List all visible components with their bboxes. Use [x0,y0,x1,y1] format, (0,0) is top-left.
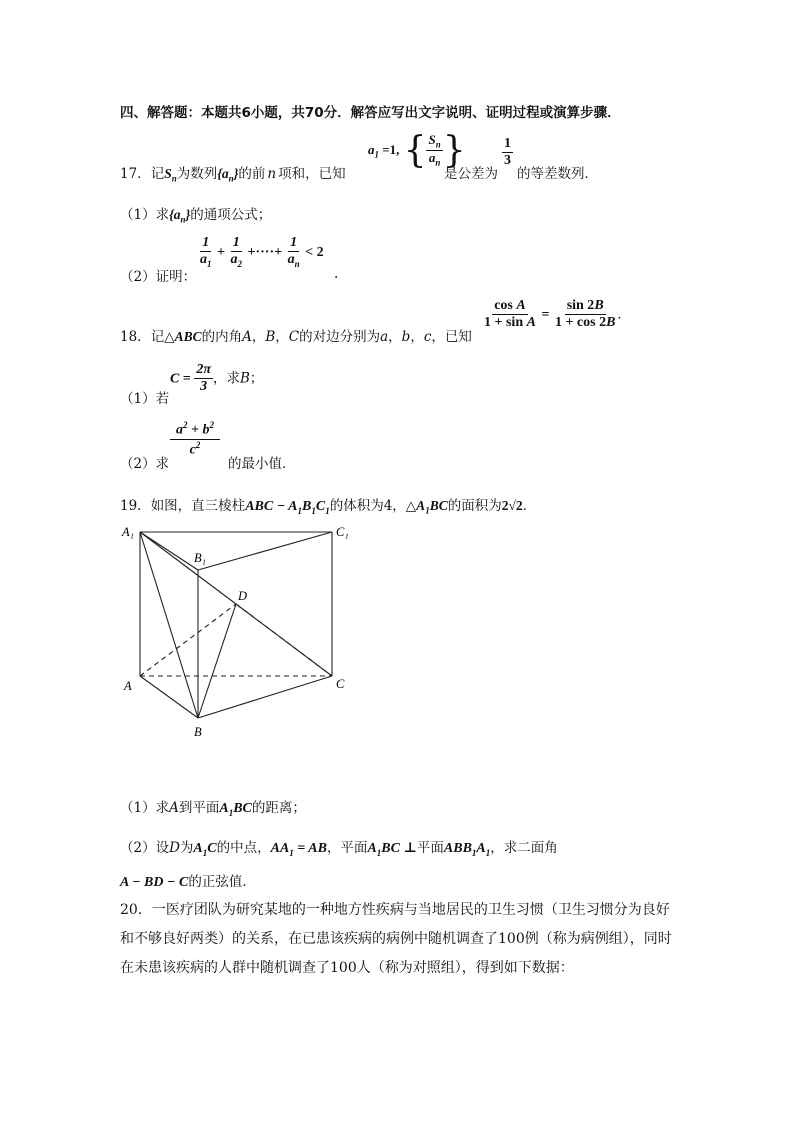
math-seq-an: $\{a_n\}$ [217,166,239,184]
math-Sn: $S_n$ [164,166,177,184]
q20-line3: 在未患该疾病的人群中随机调查了100人（称为对照组），得到如下数据： [120,960,574,976]
label-D: D [238,589,248,603]
q18-number: 18． [120,329,151,345]
label-B1: B₁ [194,551,206,565]
q17-number: 17． [120,166,151,182]
math-one-third: $\frac{1}{3}$ [504,136,511,169]
label-B: B [194,725,202,739]
q20-line1: 20．一医疗团队为研究某地的一种地方性疾病与当地居民的卫生习惯（卫生习惯分为良好 [120,902,670,918]
math-ratio: $\frac{a^2 + b^2}{c^2}$ [170,420,220,459]
q20-line2: 和不够良好两类）的关系，在已患该疾病的病例中随机调查了100例（称为病例组），同时 [120,931,672,947]
edge-A1B [140,532,198,718]
edge-A1B1 [140,532,198,570]
label-A: A [124,679,132,693]
math-given-equation: $\frac{\text{cos A}}{\text{1 + sin A}}$ = $\frac{\sin 2B}{1 + \cos 2B}$ ． [484,298,631,331]
edge-DB [198,604,236,718]
prism-figure [118,518,368,748]
q19-part2-cont: A − BD − C的正弦值． [120,874,256,890]
q18-part2: （2）求 [120,456,170,472]
q19-part1: （1）求A到平面$A_1BC$的距离； [120,800,306,818]
math-sum-inequality: $\frac{1}{a_1}$ + $\frac{1}{a_2}$ +····+ $\frac{1}{a_n}$ < 2 [200,235,324,269]
q19-number: 19． [120,498,151,514]
section-heading: 四、解答题：本题共6小题，共70分．解答应写出文字说明、证明过程或演算步骤． [120,105,621,121]
edge-BC [198,676,332,718]
q19-statement: 19．如图，直三棱柱ABC − $A_1B_1C_1$的体积为4，$\triangle A_1BC$的面积为2√2． [120,498,537,516]
math-triangle-ABC: △ABC [164,329,202,344]
hidden-edge-AD [140,604,236,676]
q18-part1: （1）若 [120,391,170,407]
label-C1: C₁ [336,525,349,539]
q18-statement: 18．记△ABC的内角A，B，C的对边分别为a，b，c，已知 [120,329,472,345]
label-A1: A₁ [122,525,134,539]
q19-part2: （2）设D为$A_1C$的中点，$AA_1$ = AB，平面$A_1BC$ ⊥平面$ABB_1A_1$，求二面角 [120,840,558,858]
q17-part1: （1）求$\{a_n\}$的通项公式； [120,207,272,225]
math-a1-seq: $a_1 =1$, { $\frac{S_n}{a_n}$ } [368,130,466,171]
label-C: C [336,677,345,691]
edge-B1C1 [198,532,332,570]
q17-statement: 17．记$S_n$为数列$\{a_n\}$的前 n 项和，已知 [120,166,346,184]
edge-AB [140,676,198,718]
math-C-value: C = $\frac{2\pi}{3}$ ，求B； [170,362,264,395]
q17-part2: （2）证明： [120,269,197,285]
